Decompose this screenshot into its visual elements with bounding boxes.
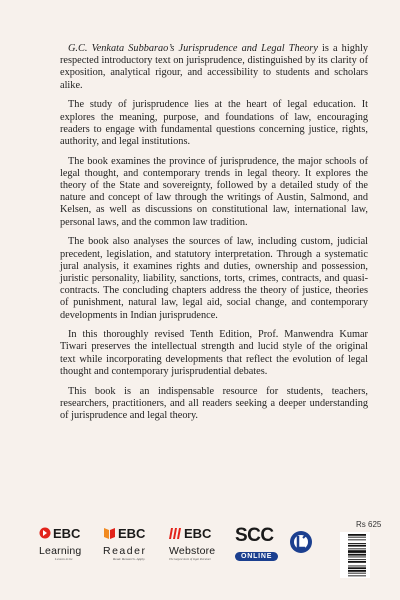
scc-online-mark: SCC	[235, 525, 274, 546]
blurb	[60, 43, 368, 430]
publisher-logos	[39, 526, 339, 576]
ebc-webstore-mark-icon	[169, 526, 231, 540]
ebc-reader-mark-icon	[103, 526, 161, 540]
paragraph-4: The book also analyses the sources of law, including custom, judicial precedent, legislation, and statutory interpretation. Through a systematic jural analysis, it examines rights and duties, ownership and possession, juristic personality, liability, sanctions, torts, crimes, contracts, and quasi-contracts. The concluding chapters address the theory of justice, theories of punishment, natural law, legal aid, social change, and contemporary developments in Indian jurisprudence.	[60, 236, 368, 321]
paragraph-5: In this thoroughly revised Tenth Edition, Prof. Manwendra Kumar Tiwari preserves the intellectual strength and lucid style of the original text while incorporating developments that reflect the evolution of legal thought and contemporary jurisprudential debates.	[60, 329, 368, 377]
paragraph-1-rest: is a highly respected introductory text on jurisprudence, distinguished by its clarity of exposition, analytical rigour, and accessibility to students and scholars alike.	[60, 43, 368, 91]
paragraph-6: This book is an indispensable resource for students, teachers, researchers, practitioners, and all readers seeking a deeper understanding of jurisprudence and legal theory.	[60, 385, 368, 421]
barcode-icon	[340, 532, 370, 578]
svg-text:EBC: EBC	[53, 526, 81, 540]
svg-text:EBC: EBC	[118, 526, 146, 540]
ebc-learning-mark-icon	[39, 526, 97, 540]
scc-online-logo	[235, 526, 285, 563]
eastern-book-company-emblem-icon	[289, 530, 313, 559]
scc-online-sub: ONLINE	[235, 552, 278, 561]
ebc-reader-logo	[103, 526, 161, 561]
ebc-webstore-sub: Webstore	[169, 545, 216, 557]
ebc-learning-logo	[39, 526, 97, 561]
ebc-reader-tag: Read. Research. Apply.	[113, 557, 146, 561]
svg-text:EBC: EBC	[184, 526, 212, 540]
paragraph-3: The book examines the province of jurisprudence, the major schools of legal thought, and contemporary trends in legal theory. It explores the theory of the State and sovereignty, followed by a detailed study of the nature and concept of law through the writings of Austin, Salmond, and Kelsen, as well as discussions on constitutional law, international law, personal laws, and the common law tradition.	[60, 155, 368, 228]
ebc-learning-tag: Lesson to be	[55, 557, 73, 561]
ebc-webstore-logo	[169, 526, 231, 561]
book-title-italic: G.C. Venkata Subbarao’s Jurisprudence and Legal Theory	[68, 43, 318, 54]
ebc-webstore-tag: The largest store of legal literature	[169, 557, 211, 561]
price-label: Rs 625	[356, 520, 382, 529]
paragraph-2: The study of jurisprudence lies at the heart of legal education. It explores the meaning, purpose, and foundations of law, encouraging readers to engage with fundamental questions concerning justice, rights, authority, and legal institutions.	[60, 99, 368, 147]
ebc-learning-sub: Learning	[39, 545, 82, 557]
ebc-reader-sub: Reader	[103, 545, 147, 557]
paragraph-1	[60, 43, 368, 92]
isbn-barcode	[340, 532, 370, 578]
